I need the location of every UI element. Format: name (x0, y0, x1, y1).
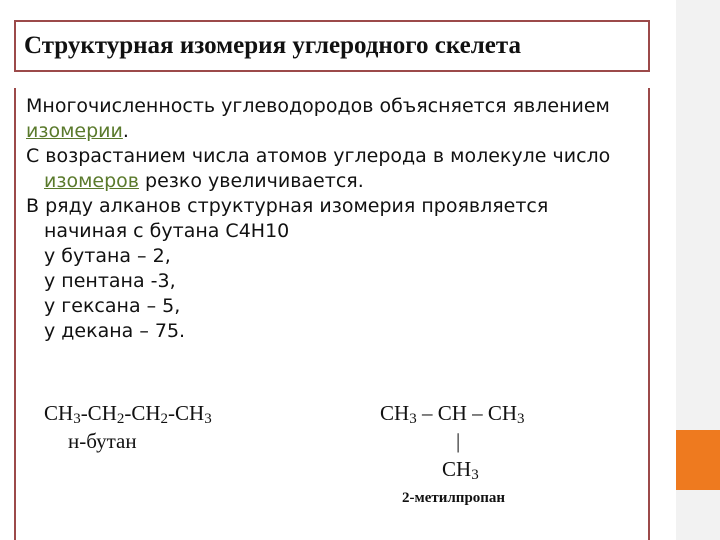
isobutane-branch-sub: 3 (471, 467, 479, 483)
isobutane-branch-ch: CH (442, 457, 472, 481)
count-butane: у бутана – 2, (44, 245, 171, 267)
count-pentane: у пентана -3, (44, 270, 176, 292)
isomers-link[interactable]: изомеров (44, 170, 139, 192)
p1-text: Многочисленность углеводородов объясняется явлением (26, 95, 610, 117)
isobutane-sub-left: 3 (409, 411, 417, 427)
p2-text: С возрастанием числа атомов углерода в молекуле число (26, 145, 611, 167)
butane-sub-4: 3 (204, 411, 212, 427)
isobutane-branch-line: | (456, 429, 461, 453)
slide-title: Структурная изомерия углеродного скелета (24, 32, 521, 59)
isobutane-ch3-left: CH (380, 401, 410, 425)
isomerism-link[interactable]: изомерии (26, 120, 123, 142)
isobutane-sub-right: 3 (517, 411, 525, 427)
isobutane-name: 2-метилпропан (402, 490, 506, 506)
butane-ch3-b: -CH (168, 401, 205, 425)
paragraph-isomerism (26, 94, 636, 144)
butane-sub-2: 2 (116, 411, 125, 427)
paragraph-alkanes: В ряду алканов структурная изомерия проявляется начиная с бутана С4Н10 (26, 195, 549, 242)
isobutane-formula (380, 400, 525, 432)
butane-ch3-a: CH (44, 401, 74, 425)
paragraph-growth (26, 144, 636, 194)
p1-end: . (122, 120, 129, 142)
butane-sub-3: 2 (160, 411, 169, 427)
title-frame (14, 20, 650, 72)
isobutane-chain: – CH – CH (416, 401, 518, 425)
butane-ch2-a: -CH (80, 401, 117, 425)
accent-block (676, 430, 720, 490)
count-decane: у декана – 75. (44, 320, 186, 342)
p2-end: резко увеличивается. (138, 170, 364, 192)
count-hexane: у гексана – 5, (44, 295, 181, 317)
butane-name: н-бутан (68, 429, 137, 453)
body-text (26, 94, 636, 344)
isobutane-branch (442, 456, 479, 488)
butane-ch2-b: -CH (124, 401, 161, 425)
butane-sub-1: 3 (73, 411, 81, 427)
content-frame (14, 88, 650, 540)
